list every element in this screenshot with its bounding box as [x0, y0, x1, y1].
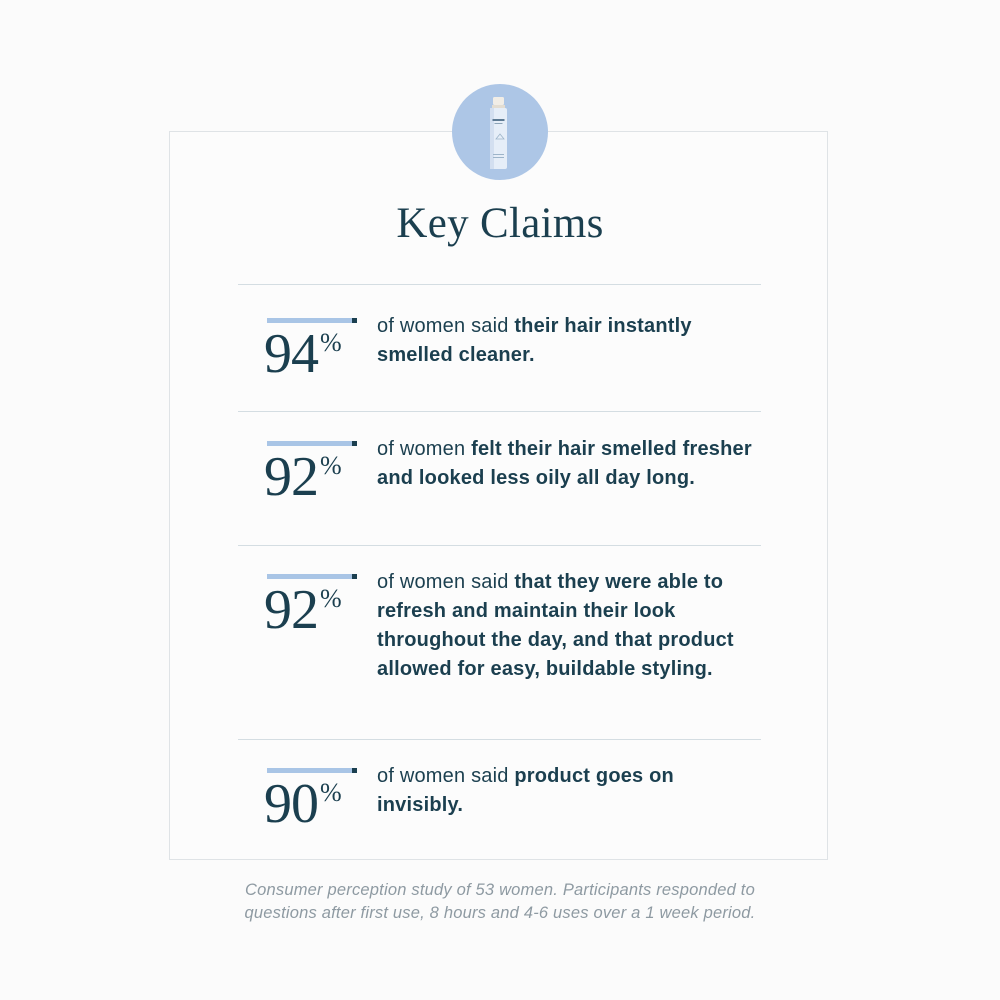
study-footnote [0, 879, 1000, 925]
footnote-line: questions after first use, 8 hours and 4-6 uses over a 1 week period. [244, 904, 756, 922]
stat-value [264, 446, 342, 508]
claim-emphasis-text: felt their hair smelled fresher and looked less oily all day long. [377, 438, 752, 489]
stat-value [264, 773, 342, 835]
stat-number: 94 [264, 323, 318, 385]
stat-value [264, 579, 342, 641]
stat-percent-sign: % [320, 584, 342, 613]
divider [238, 545, 761, 546]
claim-text [377, 762, 757, 820]
claim-text [377, 312, 757, 370]
stat-value [264, 323, 342, 385]
claim-emphasis-text: product goes on invisibly. [377, 765, 674, 816]
footnote-line: Consumer perception study of 53 women. Participants responded to [245, 881, 755, 899]
stat-percent-sign: % [320, 328, 342, 357]
stat-number: 90 [264, 773, 318, 835]
claim-emphasis-text: their hair instantly smelled cleaner. [377, 315, 692, 366]
stat-number: 92 [264, 446, 318, 508]
claim-lead-text: of women [377, 438, 472, 460]
page-title: Key Claims [396, 200, 604, 247]
divider [238, 739, 761, 740]
claim-text [377, 435, 757, 493]
product-badge [452, 84, 548, 180]
claim-lead-text: of women said [377, 765, 515, 787]
stat-percent-sign: % [320, 778, 342, 807]
claim-emphasis-text: that they were able to refresh and maintain their look throughout the day, and that product allowed for easy, buildable styling. [377, 571, 734, 680]
dry-shampoo-bottle-icon [452, 84, 548, 180]
divider [238, 284, 761, 285]
stat-percent-sign: % [320, 451, 342, 480]
claim-lead-text: of women said [377, 571, 515, 593]
claim-lead-text: of women said [377, 315, 515, 337]
stat-number: 92 [264, 579, 318, 641]
claim-text [377, 568, 757, 684]
divider [238, 411, 761, 412]
